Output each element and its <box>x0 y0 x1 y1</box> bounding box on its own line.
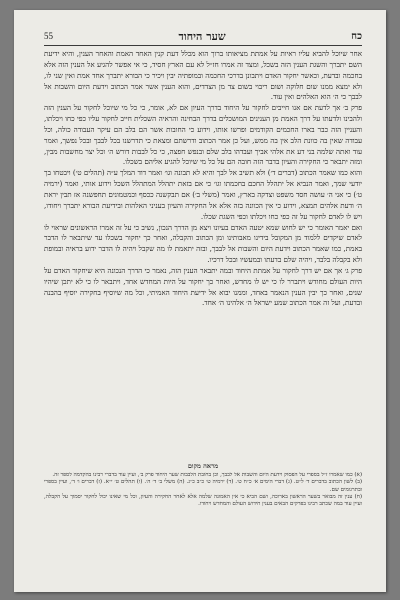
main-text <box>44 49 362 459</box>
hebrew-folio: כח <box>351 30 362 42</box>
body-paragraph: אחר שיוכל להביא עליו ראיות על אמתת מציאותו ברוך הוא מכלל דעת קנין האחד האמת והאחר הענין, והיא ידיעת השם יתברך והשגת הענין הזה בשכל, ומצד זה אמרו חז״ל לא עם הארץ חסיד, כי אי אפשר להגיע אל הענין הזה אלא בחכמה ובדעת, וכאשר יחקור האדם ויתבונן בדרכי החכמה ובמופתיה יבין ויכיר כי הבורא יתברך אחד אמת ואין שני לו, ולא ימצא ממנו שום חלוקה ושום ריבוי בשום צד מן הצדדים, והוא הענין אשר אמר הכתוב וידעת היום והשבות אל לבבך כי ה׳ הוא האלהים ואין עוד. <box>44 49 362 102</box>
body-paragraph: והוא כמו שאמר הכתוב (דברים ד׳) ולא תשיב אל לבך והיא לא תבונה וגו׳ ואמר דוד המלך ע״ה (תהלים ט׳) ויבטחו בך יודעי שמך, ואמר הנביא אל יתהלל החכם בחכמתו וגו׳ כי אם בזאת יתהלל המתהלל השכל וידוע אותי, ואמר (ירמיה ט׳) כי אני ה׳ עושה חסד משפט וצדקה בארץ, ואמר (משלי ב׳) אם תבקשנה ככסף וכמטמונים תחפשנה אז תבין יראת ה׳ ודעת אלהים תמצא, וידוע כי אין הכוונה בזה אלא אל החקירה והעיון בעניני האלהות ובידיעת הבורא יתברך ויחודו, ויש לו לאדם לחקור על זה כפי כחו ויכלתו וכפי השגת שכלו. <box>44 168 362 221</box>
notes-heading: מראה מקום <box>187 462 219 470</box>
footnote-paragraph: (א) כמו שאמרו ז״ל בספרי על הפסוק וידעת היום והשבות אל לבבך, וכן בחובת הלבבות שער היחוד פרק ב׳, ועיין עוד בדברי רבינו בהקדמה לספר זה. <box>52 472 362 478</box>
footnote-paragraph: (ב) לשון הכתוב בדברים ד׳ ל״ט. (ג) דברי הימים א׳ כ״ח ט׳. (ד) ירמיה ט׳ כ״ב כ״ג. (ה) משלי ב׳ ד׳ ה׳. (ו) תהלים ט׳ י״א. (ז) דברים ו׳ ד׳, ועיין בספרי ובתרגומים שם. <box>44 479 362 493</box>
body-paragraph: פרק ג׳ אך אם יש דרך לחקור על אמתת היחוד ובמה יתבאר הענין הזה, נאמר כי הדרך הנכונה היא שיחקור האדם על היות העולם מחודש ויתברר לו כי יש לו מחדש, ואחר כך יחקור על היות המחדש אחד, ויתבאר לו כי לא יתכן שיהיו שנים, ואחר כך יבין הענין הנאמר באחד, וממנו יבוא אל ידיעת היחוד האמיתי, וכל מה שיוסיף בחקירה יוסיף בהבנה ובדעת, ועל זה אמר הכתוב שמע ישראל ה׳ אלהינו ה׳ אחד. <box>44 265 362 308</box>
book-page <box>14 10 386 592</box>
body-paragraph: ואם יאמר האומר כי יש לחוש שמא יטעה האדם בעיונו ויצא מן הדרך הנכון, נשיב כי על זה אמרו הראשונים שראוי לו לאדם שיקדים ללמוד מן המקובל בידינו מאבותינו ומן הכתוב והקבלה, ואחר כך יחקור בשכלו עד שיתבאר לו הדבר באמת, כמו שאמר הכתוב וידעת היום והשבות אל לבבך, ובזה יתאמת לו מה שקבל ויהיה לו הדבר ידוע בראיה ובמופת ולא בקבלה בלבד, ויהיה שלם בדעתו ובמעשיו ובכל דרכיו. <box>44 222 362 265</box>
body-paragraph: פרק ב׳ אך לדעת אם אנו חייבים לחקור על היחוד בדרך העיון אם לא, אומר, כי כל מי שיוכל לחקור על הענין הזה ולהבינו ולדעתו על דרך האמת מן הענינים המושכלים בדרך הבחינה והראיה השכלית חייב לחקור עליו כפי כחו ויכלתו, והעניין הזה כבר בארו החכמים הקודמים ופרשו אותו, וידוע כי החובות אשר הם בלב הם עיקר העבודה כולה, וכל עבודה שאין בה כוונת הלב אין בה ממש, ועל כן אמר הכתוב ודרשתם ומצאת כי תדרשנו בכל לבבך ובכל נפשך, ואמר עוד ואתה שלמה בני דע את אלהי אביך ועבדהו בלב שלם ובנפש חפצה, כי כל לבבות דורש ה׳ וכל יצר מחשבות מבין, ומזה יתבאר כי החקירה והעיון בדבר הזה חובה הם על כל מי שיוכל להגיע אליהם בשכלו. <box>44 103 362 167</box>
header-rule <box>44 45 362 46</box>
footnote-paragraph: (ח) ענין זה מבואר בשער הראשון בארוכה, ושם הביא כי אין האמונה שלמה אלא לאחר החקירה והעיון, וכל מי שאינו יכול לחקור יסמוך על הקבלה, ועיין עוד במה שכתב רבינו בפרקים הבאים בענין חידוש העולם והמחדש ויחודו. <box>44 493 362 508</box>
footnotes <box>44 472 362 584</box>
page-header <box>44 28 362 44</box>
running-title: שער היחוד <box>178 29 226 43</box>
page-number: 55 <box>44 31 53 41</box>
